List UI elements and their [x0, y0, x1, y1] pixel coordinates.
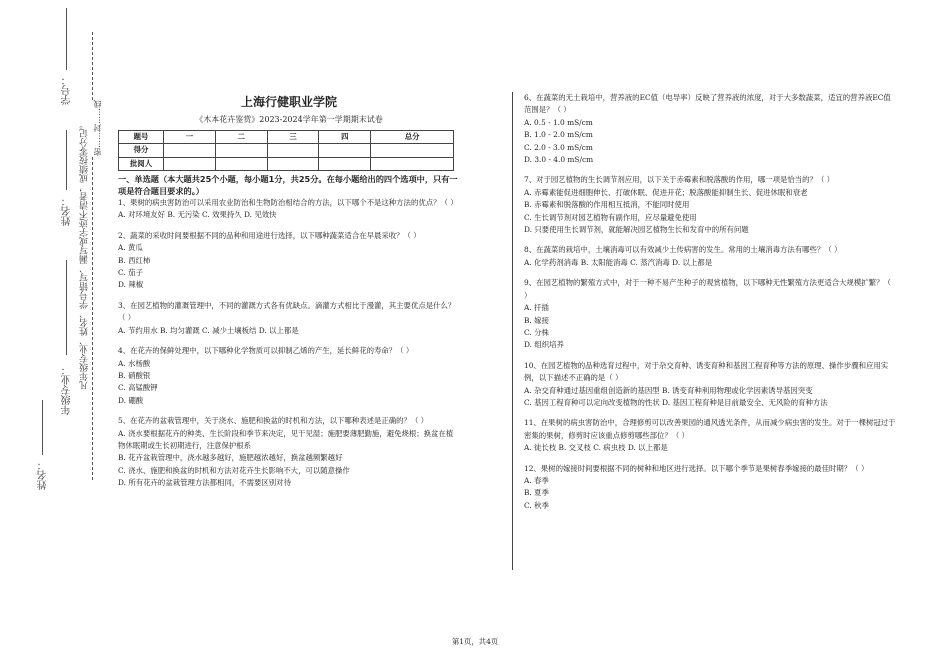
section-heading: 一、单选题（本大题共25个小题，每小题1分，共25分。在每小题给出的四个选项中，只有一项是符合题目要求的。）	[118, 174, 458, 197]
option-line: B. 赤霉素和脱落酸的作用相互抵消，不能同时使用	[524, 200, 690, 210]
option-line: D. 3.0 - 4.0 mS/cm	[524, 155, 594, 165]
score-table-row	[119, 157, 454, 170]
option-line: C. 高锰酸钾	[118, 383, 158, 393]
option-line: B. 夏季	[524, 488, 549, 498]
score-table	[118, 130, 454, 171]
option-line: A. 0.5 - 1.0 mS/cm	[524, 117, 593, 127]
margin-class-line	[66, 260, 67, 355]
score-row-label: 批阅人	[119, 157, 164, 170]
option-line: B. 花卉盆栽管理中，浇水越多越好，施肥越浓越好，换盆越频繁越好	[118, 453, 343, 463]
option-line: A. 扦插	[524, 303, 549, 313]
exam-title: 上海行健职业学院	[240, 95, 337, 109]
score-cell[interactable]	[371, 157, 454, 170]
option-line: C. 茄子	[118, 268, 143, 278]
option-line: D. 辣椒	[118, 280, 144, 290]
score-table-header-row	[119, 130, 454, 143]
score-cell[interactable]	[267, 157, 319, 170]
question-text: 10、在园艺植物的品种选育过程中，对于杂交育种、诱变育种和基因工程育种等方法的原理、操作步骤和应用实例，以下描述不正确的是（ ）	[524, 360, 889, 383]
option-line: A. 对环境友好 B. 无污染 C. 效果持久 D. 见效快	[118, 210, 277, 220]
score-cell[interactable]	[319, 144, 371, 157]
score-table-header: 二	[215, 130, 267, 143]
question-text: 2、蔬菜的采收时间要根据不同的品种和用途进行选择，以下哪种蔬菜适合在早晨采收？（ ）	[118, 230, 421, 240]
option-line: C. 浇水、施肥和换盆的时机和方法对花卉生长影响不大，可以随意操作	[118, 465, 350, 475]
question-text: 4、在花卉的保鲜处理中，以下哪种化学物质可以抑制乙烯的产生，延长鲜花的寿命？（ ）	[118, 346, 414, 356]
margin-note: 凡年级专业、姓名、学号错写、漏写或字迹不清者，成绩按零分记。	[80, 120, 90, 390]
score-table-header: 题号	[119, 130, 164, 143]
margin-seal-line: 密……封……线	[93, 100, 102, 156]
score-table-header: 四	[319, 130, 371, 143]
option-line: C. 生长调节剂对园艺植物有副作用，应尽量避免使用	[524, 212, 697, 222]
option-line: B. 1.0 - 2.0 mS/cm	[524, 130, 593, 140]
margin-school-line	[42, 400, 43, 455]
page-footer: 第1页，共4页	[451, 637, 499, 646]
option-line: A. 赤霉素能促进细胞伸长、打破休眠、促进开花；脱落酸能抑制生长、促进休眠和衰老	[524, 187, 808, 197]
score-row-label: 得分	[119, 144, 164, 157]
option-line: C. 分株	[524, 327, 549, 337]
score-table-header: 一	[164, 130, 216, 143]
right-column	[524, 92, 896, 512]
option-line: A. 杂交育种通过基因重组创造新的基因型 B. 诱变育种利用物理或化学因素诱导基因突变	[524, 385, 813, 395]
score-table-row	[119, 144, 454, 157]
score-cell[interactable]	[371, 144, 454, 157]
question-text: 7、对于园艺植物的生长调节剂应用，以下关于赤霉素和脱落酸的作用，哪一项是恰当的？（ ）	[524, 175, 835, 185]
question-text: 6、在蔬菜的无土栽培中，营养液的EC值（电导率）反映了营养液的浓度，对于大多数蔬菜，适宜的营养液EC值范围是？（ ）	[524, 93, 891, 115]
option-line: D. 所有花卉的盆栽管理方法都相同，不需要区别对待	[118, 478, 291, 488]
option-line: A. 徒长枝 B. 交叉枝 C. 病虫枝 D. 以上都是	[524, 443, 668, 453]
option-line: B. 西红柿	[118, 255, 151, 265]
margin-name-label: 姓名：	[62, 196, 73, 226]
score-cell[interactable]	[267, 144, 319, 157]
margin-student-id-line	[66, 8, 67, 70]
score-cell[interactable]	[215, 157, 267, 170]
option-line: A. 化学药剂消毒 B. 太阳能消毒 C. 蒸汽消毒 D. 以上都是	[524, 257, 713, 267]
question-text: 12、果树的嫁接时间要根据不同的树种和地区进行选择。以下哪个季节是果树春季嫁接的最佳时期？（ ）	[524, 463, 869, 473]
margin-student-id-label: 学号：	[62, 75, 73, 105]
question-text: 1、果树的病虫害防治可以采用农业防治和生物防治相结合的方法，以下哪个不是这种方法的优点？（ ）	[118, 198, 458, 208]
score-cell[interactable]	[164, 144, 216, 157]
option-line: A. 黄瓜	[118, 243, 143, 253]
option-line: D. 只要使用生长调节剂，就能解决园艺植物生长和发育中的所有问题	[524, 225, 749, 235]
column-divider	[512, 92, 513, 570]
option-line: D. 组织培养	[524, 340, 564, 350]
option-line: A. 春季	[524, 475, 549, 485]
option-line: D. 硼酸	[118, 395, 144, 405]
score-cell[interactable]	[164, 157, 216, 170]
question-text: 5、在花卉的盆栽管理中，关于浇水、施肥和换盆的时机和方法，以下哪种表述是正确的？（ ）	[118, 416, 429, 426]
question-text: 8、在蔬菜的栽培中，土壤消毒可以有效减少土传病害的发生。常用的土壤消毒方法有哪些？（ ）	[524, 245, 842, 255]
option-line: A. 节约用水 B. 均匀灌溉 C. 减少土壤板结 D. 以上都是	[118, 325, 299, 335]
score-cell[interactable]	[319, 157, 371, 170]
score-table-header: 三	[267, 130, 319, 143]
option-line: C. 秋季	[524, 500, 549, 510]
option-line: C. 2.0 - 3.0 mS/cm	[524, 142, 593, 152]
option-line: B. 嫁接	[524, 315, 549, 325]
question-text: 9、在园艺植物的繁殖方式中，对于一种不易产生种子的观赏植物，以下哪种无性繁殖方法更适合大规模扩繁？（ ）	[524, 278, 891, 300]
margin-name-line	[66, 130, 67, 190]
option-line: A. 水杨酸	[118, 358, 151, 368]
option-line: B. 硝酸银	[118, 370, 151, 380]
score-table-header: 总分	[371, 130, 454, 143]
option-line: C. 基因工程育种可以定向改变植物的性状 D. 基因工程育种是目前最安全、无风险的育种方法	[524, 397, 828, 407]
left-column	[118, 96, 460, 490]
margin-school-label: 姓名：	[38, 460, 49, 490]
margin-class-label: 年级专业：	[62, 365, 73, 415]
option-line: A. 浇水要根据花卉的种类、生长阶段和季节来决定，见干见湿；施肥要薄肥勤施，避免烧根；换盆在植物休眠期或生长初期进行，注意保护根系	[118, 428, 454, 450]
question-text: 11、在果树的病虫害防治中，合理修剪可以改善果园的通风透光条件，从而减少病虫害的发生。对于一棵树冠过于密集的果树，修剪时应该重点修剪哪些部位？（ ）	[524, 418, 896, 440]
score-cell[interactable]	[215, 144, 267, 157]
exam-subtitle: 《木本花卉鉴赏》2023-2024学年第一学期期末试卷	[195, 115, 383, 125]
question-text: 3、在园艺植物的灌溉管理中，不同的灌溉方式各有优缺点。滴灌方式相比于漫灌，其主要优点是什么？（ ）	[118, 300, 456, 323]
